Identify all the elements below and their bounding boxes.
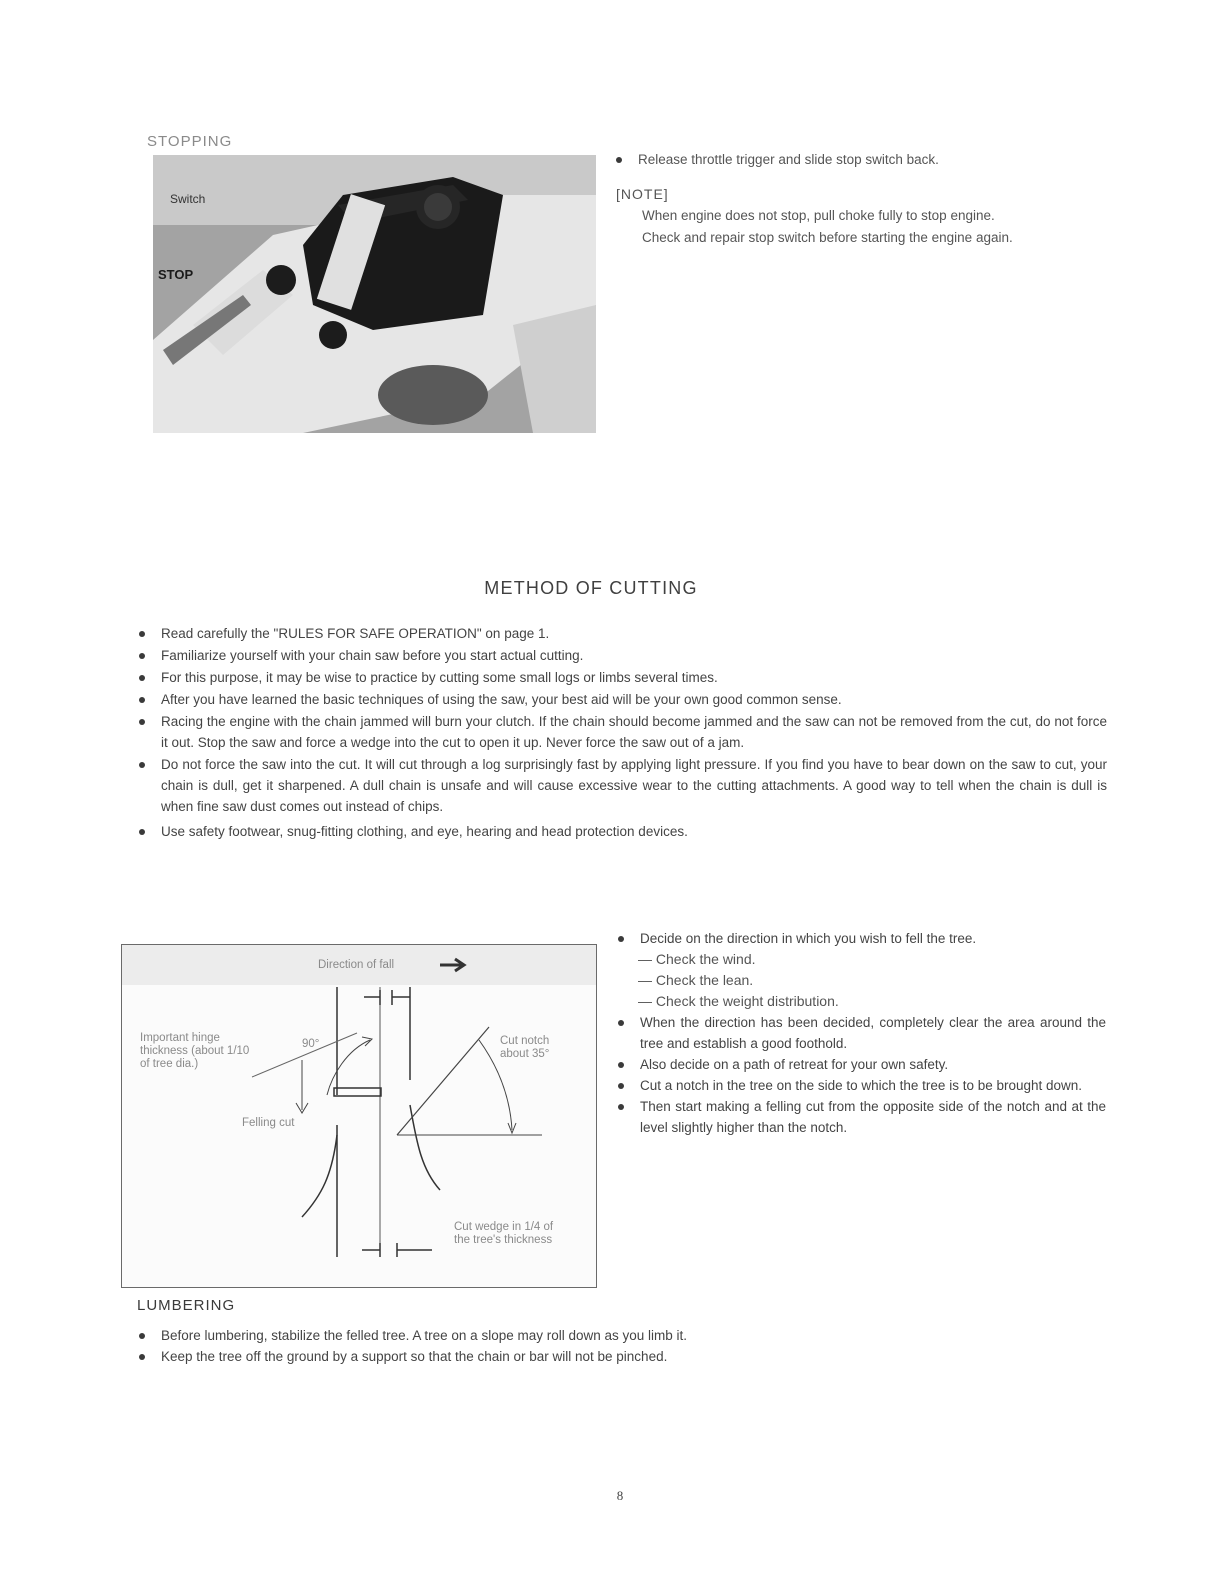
list-item (137, 645, 1107, 666)
list-item-text: Then start making a felling cut from the opposite side of the notch and at the level slightly higher than the notch. (640, 1099, 1106, 1135)
list-item-text: For this purpose, it may be wise to practice by cutting some small logs or limbs several times. (161, 670, 718, 685)
list-item (137, 754, 1107, 817)
note-line: Check and repair stop switch before starting the engine again. (642, 230, 1013, 245)
switch-callout: Switch (170, 192, 206, 206)
list-item-text: After you have learned the basic techniques of using the saw, your best aid will be your own good common sense. (161, 692, 842, 707)
check-item: — Check the weight distribution. (638, 993, 839, 1009)
list-item-text: Familiarize yourself with your chain saw before you start actual cutting. (161, 648, 584, 663)
list-item-text: Keep the tree off the ground by a support so that the chain or bar will not be pinched. (161, 1349, 668, 1364)
list-item (137, 1346, 1107, 1367)
cut-wedge-label: Cut wedge in 1/4 of the tree's thickness (454, 1221, 554, 1246)
bullet-dot (139, 697, 145, 703)
list-item (137, 711, 1107, 753)
list-item-text: Do not force the saw into the cut. It will cut through a log surprisingly fast by applying light pressure. If you find you have to bear down on the saw to cut, your chain is dull, get it sharpened. A dull chain is unsafe and will cause excessive wear to the cutting attachments. A good way to tell when the chain is dull is when fine saw dust comes out instead of chips. (161, 757, 1107, 814)
list-item-text: Use safety footwear, snug-fitting clothing, and eye, hearing and head protection devices. (161, 824, 688, 839)
bullet-dot (139, 829, 145, 835)
list-item (137, 623, 1107, 644)
note-line: When engine does not stop, pull choke fully to stop engine. (642, 208, 995, 223)
bullet-dot (139, 653, 145, 659)
lumbering-bullet-list (137, 1325, 1107, 1367)
list-item (137, 667, 1107, 688)
hinge-thickness-label: Important hinge thickness (about 1/10 of tree dia.) (140, 1032, 250, 1070)
note-body (616, 206, 1106, 248)
bullet-dot (618, 1104, 624, 1110)
list-item-text: Also decide on a path of retreat for your own safety. (640, 1057, 949, 1072)
list-item (616, 1075, 1106, 1096)
stopping-instructions (616, 150, 1106, 250)
bullet-dot (618, 1020, 624, 1026)
ninety-degree-label: 90° (302, 1038, 320, 1050)
method-of-cutting-title: METHOD OF CUTTING (484, 578, 698, 598)
bullet-dot (139, 762, 145, 768)
felling-bullet-list (616, 928, 1106, 1138)
bullet-dot (618, 1083, 624, 1089)
bullet-dot (139, 1333, 145, 1339)
list-item (616, 1054, 1106, 1075)
list-item-text: Decide on the direction in which you wish to fell the tree. (640, 931, 977, 946)
stop-callout: STOP (158, 267, 194, 282)
list-item (616, 928, 1106, 949)
stopping-bullet (616, 150, 1106, 170)
felling-cut-label: Felling cut (242, 1117, 295, 1129)
bullet-dot (616, 157, 622, 163)
bullet-dot (139, 675, 145, 681)
felling-diagram (121, 944, 597, 1288)
stopping-heading: STOPPING (147, 133, 233, 150)
lumbering-heading: LUMBERING (137, 1297, 236, 1314)
check-item: — Check the lean. (638, 972, 754, 988)
list-item-text: Read carefully the "RULES FOR SAFE OPERATION" on page 1. (161, 626, 550, 641)
cut-notch-label: Cut notch about 35° (500, 1035, 550, 1060)
bullet-dot (139, 1354, 145, 1360)
list-item-text: Before lumbering, stabilize the felled tree. A tree on a slope may roll down as you limb it. (161, 1328, 688, 1343)
list-item (616, 1012, 1106, 1054)
bullet-dot (139, 719, 145, 725)
list-item-text: When the direction has been decided, completely clear the area around the tree and establish a good foothold. (640, 1015, 1106, 1051)
check-item: — Check the wind. (638, 951, 756, 967)
note-title: [NOTE] (616, 186, 669, 202)
list-item (616, 1096, 1106, 1138)
list-item (137, 1325, 1107, 1346)
direction-of-fall-label: Direction of fall (318, 959, 395, 971)
bullet-dot (618, 936, 624, 942)
page-number: 8 (616, 1488, 624, 1503)
list-item-text: Racing the engine with the chain jammed will burn your clutch. If the chain should become jammed and the saw can not be removed from the cut, do not force it out. Stop the saw and force a wedge into the cut to open it up. Never force the saw out of a jam. (161, 714, 1107, 750)
list-item-text: Cut a notch in the tree on the side to which the tree is to be brought down. (640, 1078, 1083, 1093)
bullet-dot (618, 1062, 624, 1068)
stopping-bullet-text: Release throttle trigger and slide stop switch back. (638, 152, 939, 167)
chainsaw-stop-photo (153, 155, 596, 433)
list-item (137, 821, 1107, 842)
list-item (137, 689, 1107, 710)
bullet-dot (139, 631, 145, 637)
method-bullet-list (137, 623, 1107, 843)
